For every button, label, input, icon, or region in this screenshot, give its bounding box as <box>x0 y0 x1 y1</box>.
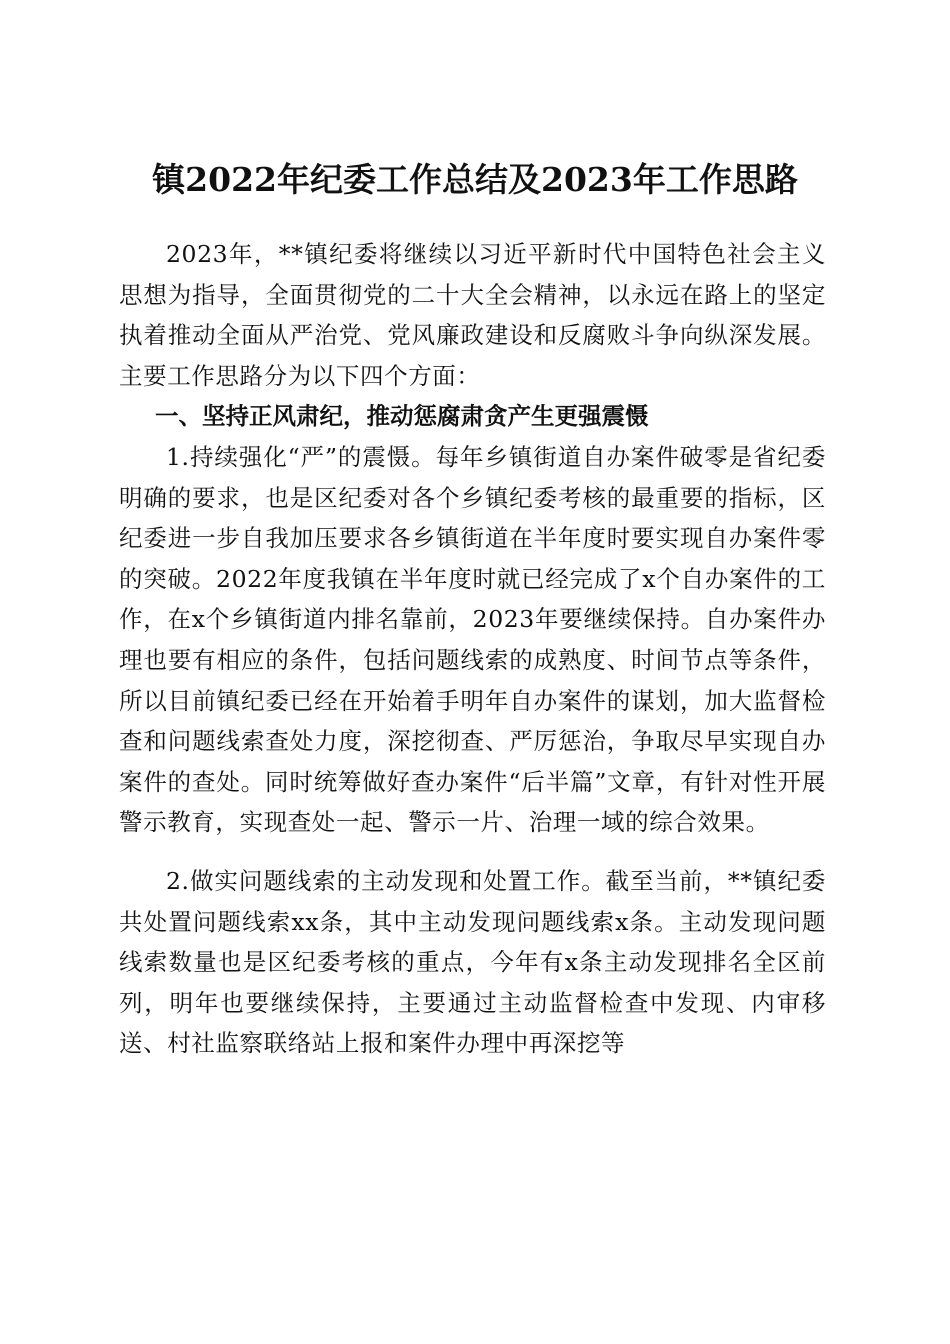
section-heading-1: 一、坚持正风肃纪，推动惩腐肃贪产生更强震慑 <box>155 402 649 431</box>
intro-paragraph: 2023年，**镇纪委将继续以习近平新时代中国特色社会主义思想为指导，全面贯彻党的二十大全会精神，以永远在路上的坚定执着推动全面从严治党、党风廉政建设和反腐败斗争向纵深发展。主要工作思路分为以下四个方面： <box>119 240 826 390</box>
paragraph-spacer <box>119 843 826 861</box>
document-body <box>119 234 826 1064</box>
page-title: 镇2022年纪委工作总结及2023年工作思路 <box>152 160 798 200</box>
item-paragraph-2: 2.做实问题线索的主动发现和处置工作。截至当前，**镇纪委共处置问题线索xx条，其中主动发现问题线索x条。主动发现问题线索数量也是区纪委考核的重点，今年有x条主动发现排名全区前列，明年也要继续保持，主要通过主动监督检查中发现、内审移送、村社监察联络站上报和案件办理中再深挖等 <box>119 866 826 1058</box>
item-paragraph-1: 1.持续强化“严”的震慑。每年乡镇街道自办案件破零是省纪委明确的要求，也是区纪委对各个乡镇纪委考核的最重要的指标，区纪委进一步自我加压要求各乡镇街道在半年度时要实现自办案件零的突破。2022年度我镇在半年度时就已经完成了x个自办案件的工作，在x个乡镇街道内排名靠前，2023年要继续保持。自办案件办理也要有相应的条件，包括问题线索的成熟度、时间节点等条件，所以目前镇纪委已经在开始着手明年自办案件的谋划，加大监督检查和问题线索查处力度，深挖彻查、严厉惩治，争取尽早实现自办案件的查处。同时统筹做好查办案件“后半篇”文章，有针对性开展警示教育，实现查处一起、警示一片、治理一域的综合效果。 <box>119 442 826 837</box>
